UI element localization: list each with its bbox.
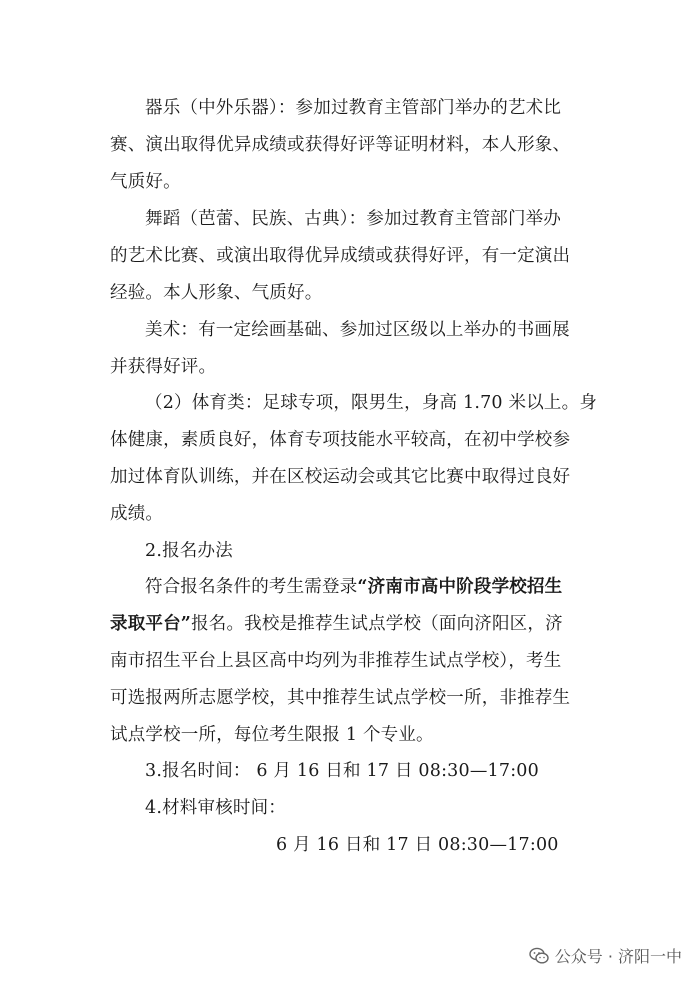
text-line: 的艺术比赛、或演出取得优异成绩或获得好评，有一定演出 <box>110 246 571 266</box>
wechat-icon <box>529 947 549 965</box>
section-heading: 4.材料审核时间： <box>145 798 286 818</box>
text-line: 气质好。 <box>110 172 181 192</box>
text-run: 符合报名条件的考生需登录 <box>145 577 358 597</box>
text-line: 6 月 16 日和 17 日 08:30—17:00 <box>276 835 559 855</box>
text-line: 舞蹈（芭蕾、民族、古典）：参加过教育主管部门举办 <box>145 209 562 229</box>
platform-name-bold: “济南市高中阶段学校招生 <box>357 577 563 597</box>
text-line: 试点学校一所，每位考生限报 1 个专业。 <box>110 725 434 745</box>
text-line: 经验。本人形象、气质好。 <box>110 283 323 303</box>
platform-name-bold: 录取平台” <box>110 614 192 634</box>
text-line: 并获得好评。 <box>110 357 217 377</box>
text-line: （2）体育类：足球专项，限男生，身高 1.70 米以上。身 <box>145 393 598 413</box>
watermark-text: 公众号 · 济阳一中 <box>554 947 682 966</box>
section-heading: 2.报名办法 <box>145 541 233 561</box>
text-line: 成绩。 <box>110 504 164 524</box>
watermark <box>529 944 682 967</box>
text-line: 体健康，素质良好，体育专项技能水平较高，在初中学校参 <box>110 430 571 450</box>
text-line: 加过体育队训练，并在区校运动会或其它比赛中取得过良好 <box>110 467 571 487</box>
text-line: 可选报两所志愿学校，其中推荐生试点学校一所，非推荐生 <box>110 688 571 708</box>
text-line: 赛、演出取得优异成绩或获得好评等证明材料，本人形象、 <box>110 135 571 155</box>
text-line <box>110 613 600 635</box>
text-line: 美术：有一定绘画基础、参加过区级以上举办的书画展 <box>145 320 570 340</box>
text-line: 南市招生平台上县区高中均列为非推荐生试点学校），考生 <box>110 651 562 671</box>
text-run: 报名。我校是推荐生试点学校（面向济阳区，济 <box>191 614 563 634</box>
text-line: 器乐（中外乐器）：参加过教育主管部门举办的艺术比 <box>145 98 562 118</box>
section-heading: 3.报名时间： 6 月 16 日和 17 日 08:30—17:00 <box>145 761 539 781</box>
text-line <box>145 576 600 598</box>
